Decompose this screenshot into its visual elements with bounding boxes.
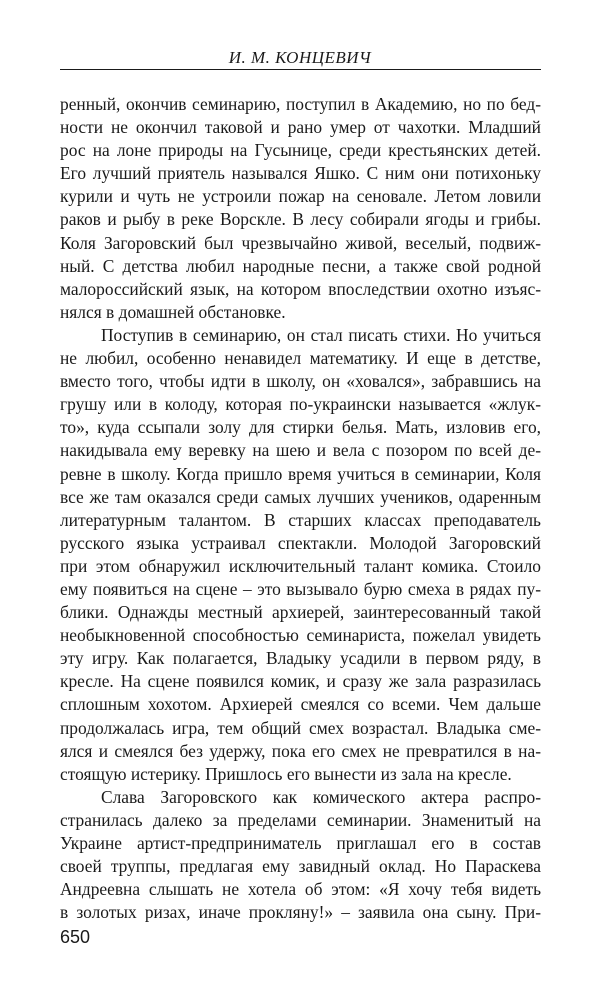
- text-line: курили и чуть не устроили пожар на сеновале. Летом ловили: [60, 186, 541, 207]
- text-line: необыкновенной способностью семинариста, пожелал увидеть: [60, 625, 541, 646]
- text-line: грушу или в колоду, которая по-украински называется «жлук-: [60, 394, 541, 415]
- text-line: ности не окончил таковой и рано умер от чахотки. Младший: [60, 117, 541, 138]
- text-line: ялся и смеялся без удержу, пока его смех не превратился в на-: [60, 740, 541, 761]
- text-line: при этом обнаружил исключительный талант комика. Стоило: [60, 555, 541, 576]
- text-line: Его лучший приятель назывался Яшко. С ним они потихоньку: [60, 163, 541, 184]
- body-text: [60, 93, 541, 924]
- paragraph: [60, 93, 541, 324]
- page-number: 650: [60, 927, 91, 947]
- text-line: стоящую истерику. Пришлось его вынести из зала на кресле.: [60, 763, 512, 784]
- text-line: ему появиться на сцене – это вызывало бурю смеха в рядах пу-: [60, 578, 541, 599]
- running-head: И. М. КОНЦЕВИЧ: [228, 48, 372, 67]
- text-line: рос на лоне природы на Гусынице, среди крестьянских детей.: [60, 140, 541, 161]
- text-line: Андреевна слышать не хотела об этом: «Я хочу тебя видеть: [60, 879, 541, 900]
- text-line: Слава Загоровского как комического актера распро-: [101, 786, 541, 807]
- text-line: нялся в домашней обстановке.: [60, 301, 286, 322]
- header-rule: [60, 69, 541, 70]
- text-line: Украине артист-предприниматель приглашал его в состав: [60, 833, 541, 853]
- text-line: странилась далеко за пределами семинарии. Знаменитый на: [60, 809, 541, 830]
- text-line: все же там оказался среди самых лучших учеников, одаренным: [60, 486, 541, 507]
- text-line: ренный, окончив семинарию, поступил в Академию, но по бед-: [60, 94, 541, 114]
- text-line: раков и рыбу в реке Ворскле. В лесу собирали ягоды и грибы.: [60, 209, 541, 230]
- text-line: ревне в школу. Когда пришло время учиться в семинарии, Коля: [60, 463, 541, 484]
- text-line: Коля Загоровский был чрезвычайно живой, веселый, подвиж-: [60, 232, 541, 253]
- text-line: кресле. На сцене появился комик, и сразу же зала разразилась: [60, 671, 541, 692]
- text-line: не любил, особенно ненавидел математику. И еще в детстве,: [60, 348, 541, 369]
- text-line: Поступив в семинарию, он стал писать стихи. Но учиться: [101, 324, 541, 345]
- text-line: своей труппы, предлагая ему завидный оклад. Но Параскева: [60, 856, 541, 877]
- text-line: накидывала ему веревку на шею и вела с позором по всей де-: [60, 440, 541, 461]
- text-line: продолжалась игра, тем общий смех возрастал. Владыка сме-: [60, 717, 541, 738]
- text-line: малороссийский язык, на котором впоследствии охотно изъяс-: [60, 278, 541, 299]
- text-line: блики. Однажды местный архиерей, заинтересованный такой: [60, 602, 541, 623]
- text-line: сплошным хохотом. Архиерей смеялся со всеми. Чем дальше: [60, 694, 541, 715]
- paragraph: [60, 324, 541, 786]
- text-line: литературным талантом. В старших классах преподаватель: [60, 509, 541, 530]
- paragraph: [60, 786, 541, 925]
- text-line: то», куда ссыпали золу для стирки белья. Мать, изловив его,: [60, 417, 541, 438]
- text-line: ный. С детства любил народные песни, а также свой родной: [60, 255, 541, 276]
- text-line: русского языка устраивал спектакли. Молодой Загоровский: [60, 532, 541, 553]
- text-line: в золотых ризах, иначе прокляну!» – заявила она сыну. При-: [60, 902, 541, 923]
- text-line: эту игру. Как полагается, Владыку усадили в первом ряду, в: [60, 648, 541, 669]
- text-line: вместо того, чтобы идти в школу, он «ховался», забравшись на: [60, 371, 541, 392]
